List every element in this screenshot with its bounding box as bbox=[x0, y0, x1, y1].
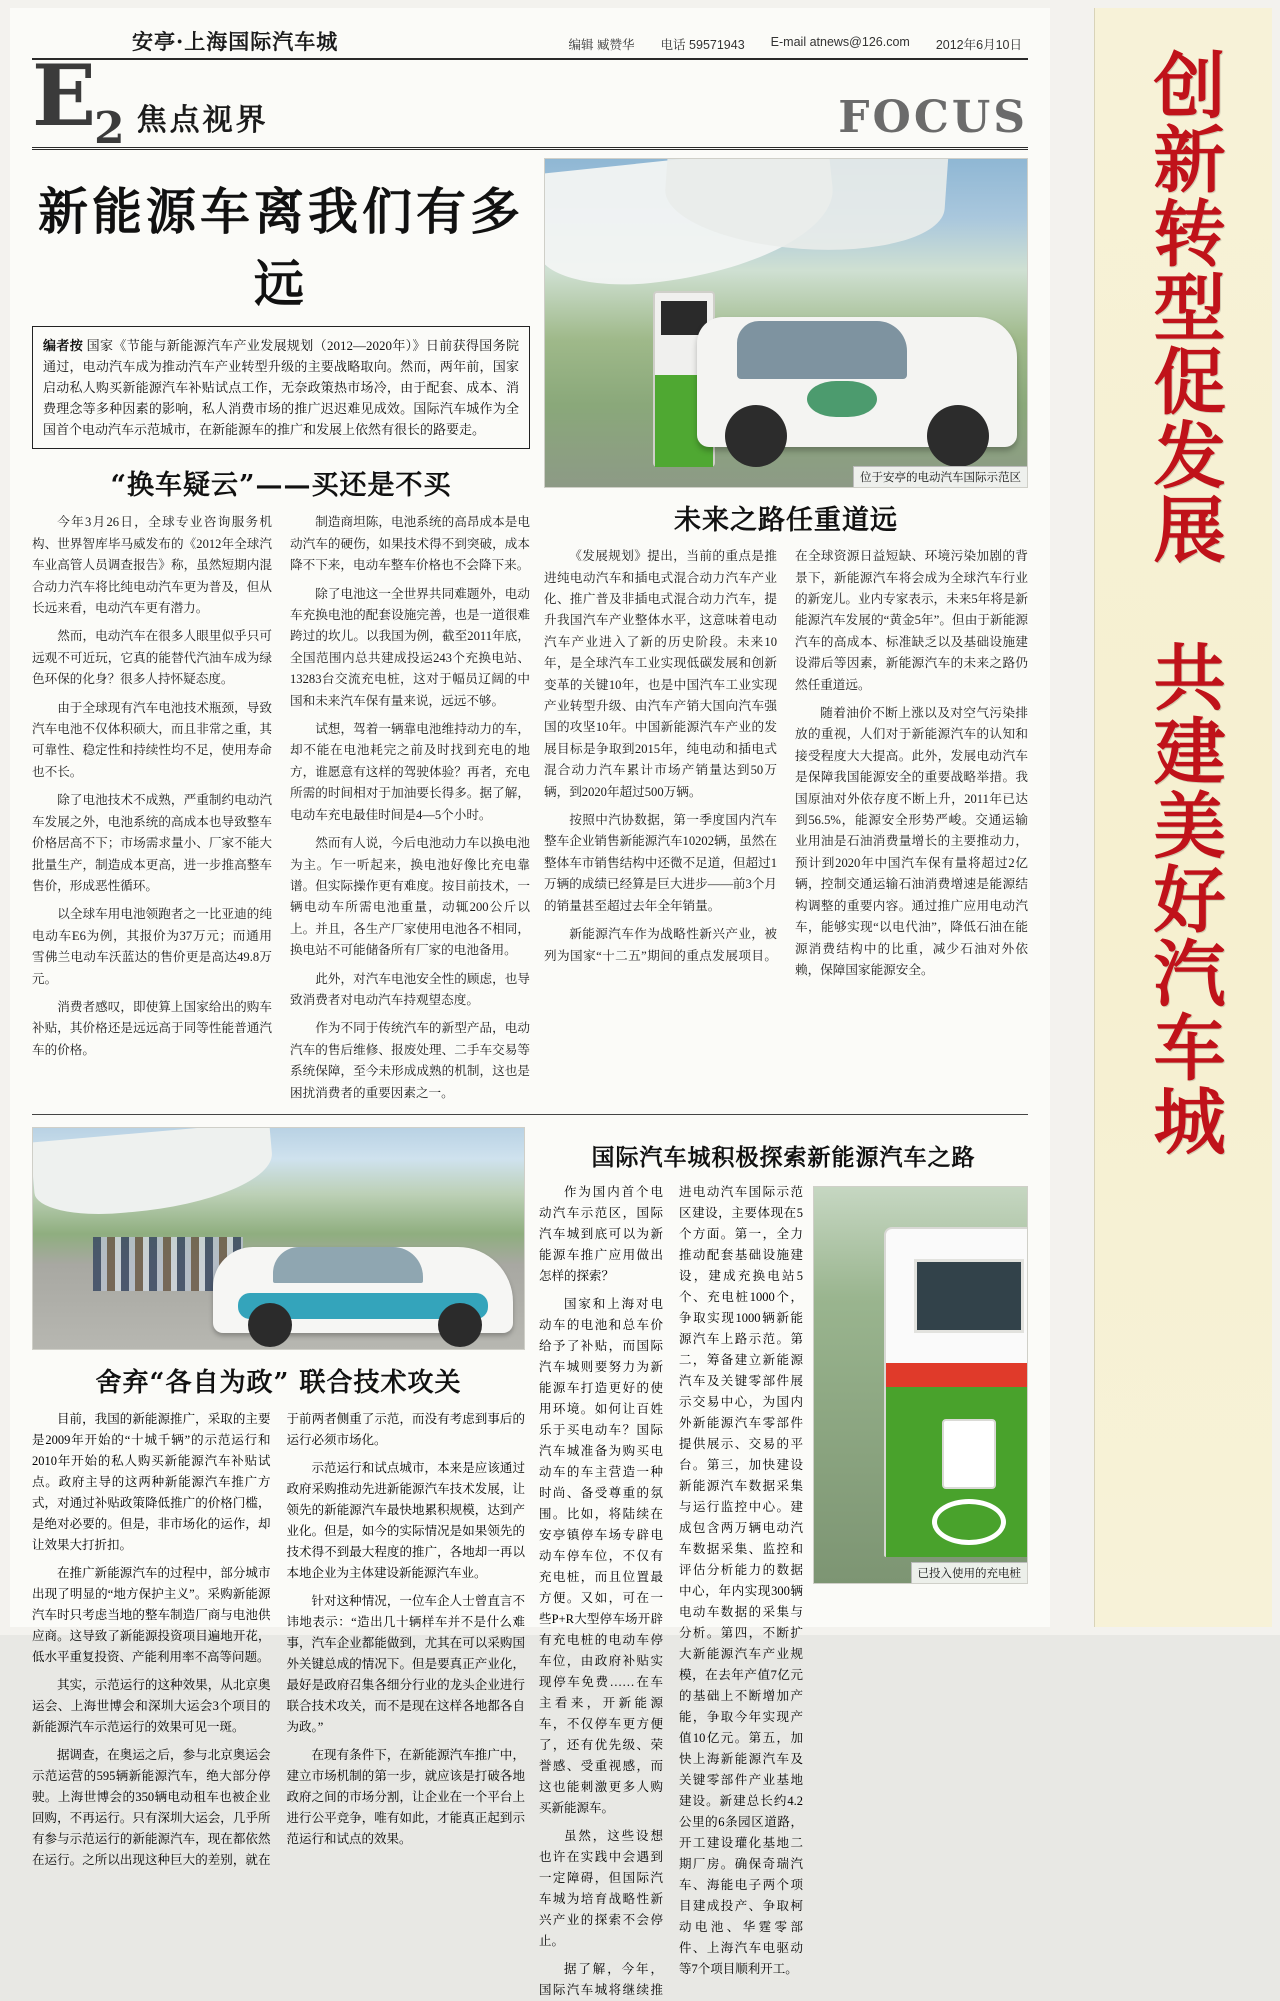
paragraph: 针对这种情况，一位车企人士曾直言不讳地表示：“造出几十辆样车并不是什么难事，汽车企业都能做到，尤其在可以采购国外关键总成的情况下。但是要真正产业化，最好是政府召集各细分行业的龙头企业进行联合技术攻关，而不是现在这样各地都各自为政。” bbox=[286, 1593, 525, 1734]
sedan-window-shape bbox=[273, 1247, 423, 1283]
editor-info bbox=[569, 35, 635, 53]
paragraph: 作为不同于传统汽车的新型产品，电动汽车的售后维修、报废处理、二手车交易等系统保障，至今未形成成熟的机制，这也是困扰消费者的重要因素之一。 bbox=[290, 1021, 530, 1100]
paragraph: 新能源汽车作为战略性新兴产业，被列为国家“十二五”期间的重点发展项目。在全球资源日益短缺、环境污染加剧的背景下，新能源汽车将会成为全球汽车行业的新宠儿。业内专家表示，未来5年将是新能源汽车发展的“黄金5年”。但由于新能源汽车的高成本、标准缺乏以及基础设施建设滞后等因素，新能源汽车的未来之路仍然任重道远。 bbox=[544, 549, 1028, 963]
email-address: atnews@126.com bbox=[809, 35, 910, 49]
vertical-promo-banner bbox=[1094, 8, 1272, 1627]
editor-note-text: 国家《节能与新能源汽车产业发展规划（2012—2020年）》日前获得国务院通过，电动汽车成为推动汽车产业转型升级的主要战略取向。然而，两年前，国家启动私人购买新能源汽车补贴试点工作，无奈政策热市场冷，由于配套、成本、消费理念等多种因素的影响，私人消费市场的推广迟迟难见成效。国际汽车城作为全国首个电动汽车示范城市，在新能源车的推广和发展上依然有很长的路要走。 bbox=[43, 338, 519, 438]
paragraph: 虽然，这些设想也许在实践中会遇到一定障碍，但国际汽车城为培育战略性新兴产业的探索不会停止。 bbox=[538, 1828, 663, 1948]
paragraph: 《发展规划》提出，当前的重点是推进纯电动汽车和插电式混合动力汽车产业化、推广普及非插电式混合动力汽车，提升我国汽车产业整体水平，这意味着电动汽车产业进入了新的历史阶段。未来10年，是全球汽车工业实现低碳发展和创新变革的关键10年，也是中国汽车工业实现产业转型升级、由汽车产销大国向汽车强国的攻坚10年。中国新能源汽车产业的发展目标是争取到2015年，纯电动和插电式混合动力汽车累计市场产销量达到50万辆，到2020年超过500万辆。 bbox=[544, 549, 777, 799]
top-left-column bbox=[32, 158, 530, 1104]
editor-label: 编辑 bbox=[568, 38, 594, 52]
paragraph: 目前，我国的新能源推广，采取的主要是2009年开始的“十城千辆”的示范运行和2010年开始的私人购买新能源汽车补贴试点。政府主导的这两种新能源汽车推广方式，对通过补贴政策降低推广的价格门槛，是绝对必要的。但是，非市场化的运作，却让效果大打折扣。 bbox=[32, 1411, 271, 1552]
photo-caption: 已投入使用的充电桩 bbox=[911, 1562, 1028, 1583]
paragraph: 按照中汽协数据，第一季度国内汽车整车企业销售新能源汽车10202辆，虽然在整体车市销售结构中还微不足道，但超过1万辆的成绩已经算是巨大进步——前3个月的销量甚至超过去年全年销量。 bbox=[544, 813, 777, 913]
section-divider bbox=[32, 1114, 1028, 1115]
sedan-wheel-front bbox=[248, 1303, 292, 1347]
lower-left-column bbox=[32, 1127, 525, 2001]
article3-body bbox=[32, 1409, 525, 1871]
suv-wheel-rear bbox=[725, 405, 787, 467]
photo-caption: 位于安亭的电动汽车国际示范区 bbox=[853, 466, 1027, 487]
paragraph: 此外，对汽车电池安全性的顾虑，也导致消费者对电动汽车持观望态度。 bbox=[290, 971, 530, 1007]
top-zone bbox=[32, 158, 1028, 1104]
article4-body bbox=[539, 1182, 803, 2001]
paragraph: 据了解，今年，国际汽车城将继续推进电动汽车国际示范区建设，主要体现在5个方面。第一，全力推动配套基础设施建设，建成充换电站5个、充电桩1000个，争取实现1000辆新能源汽车上路示范。第二，筹备建立新能源汽车及关键零部件展示交易中心，为国内外新能源汽车零部件提供展示、交易的平台。第三，加快建设新能源汽车数据采集与运行监控中心。建成包含两万辆电动汽车数据采集、监控和评估分析能力的数据中心，年内实现300辆电动车数据的采集与分析。第四，不断扩大新能源汽车产业规模，在去年产值7亿元的基础上不断增加产能，争取今年实现产值10亿元。第五，加快上海新能源汽车及关键零部件产业基地建设。新建总长约4.2公里的6条园区道路，开工建设瓘化基地二期厂房。确保奇瑞汽车、海能电子两个项目建成投产、争取柯动电池、华霆零部件、上海汽车电驱动等7个项目顺利开工。 bbox=[538, 1184, 803, 1997]
paragraph: 然而有人说，今后电池动力车以换电池为主。乍一听起来，换电池好像比充电靠谱。但实际操作更有难度。按目前技术，一辆电动车所需电池重量，动辄200公斤以上。并且，各生产厂家使用电池各不相同，换电站不可能储备所有厂家的电池备用。 bbox=[290, 836, 530, 958]
masthead-section-row bbox=[32, 46, 1028, 154]
article4-title: 国际汽车城积极探索新能源汽车之路 bbox=[591, 1143, 976, 1171]
paragraph: 国家和上海对电动车的电池和总车价给予了补贴，而国际汽车城则要努力为新能源车打造更好的使用环境。如何让百姓乐于买电动车？国际汽车城准备为购买电动车的车主营造一种时尚、备受尊重的氛围。比如，将陆续在安亭镇停车场专辟电动车停车位，不仅有充电桩，而且位置最方便。又如，可在一些P+R大型停车场开辟有充电桩的电动车停车位，由政府补贴实现停车免费……在车主看来，开新能源车，不仅停车更方便了，还有优先级、荣誉感、受重视感，而这也能刺激更多人购买新能源车。 bbox=[538, 1296, 663, 1815]
paragraph: 然而，电动汽车在很多人眼里似乎只可远观不可近玩，它真的能替代汽油车成为绿色环保的化身？很多人持怀疑态度。 bbox=[32, 629, 272, 687]
paragraph: 其实，示范运行的这种效果，从北京奥运会、上海世博会和深圳大运会3个项目的新能源汽车示范运行的效果可见一斑。 bbox=[32, 1677, 271, 1734]
email-info bbox=[771, 35, 910, 53]
charger-display-screen bbox=[914, 1259, 1024, 1333]
sedan-wheel-rear bbox=[438, 1303, 482, 1347]
suv-wheel-front bbox=[927, 405, 989, 467]
article-page-body bbox=[10, 8, 1050, 1997]
evzone-logo-shape bbox=[807, 381, 877, 417]
article2-body bbox=[544, 546, 1028, 981]
paragraph: 在现有条件下，在新能源汽车推广中，建立市场机制的第一步，就应该是打破各地政府之间的市场分割，让企业在一个平台上进行公平竞争，唯有如此，才能真正起到示范运行和试点的效果。 bbox=[286, 1747, 525, 1846]
photo-charging-pile bbox=[813, 1186, 1028, 1584]
page-code bbox=[32, 46, 123, 154]
paragraph: 今年3月26日，全球专业咨询服务机构、世界智库毕马威发布的《2012年全球汽车业高管人员调查报告》称，虽然短期内混合动力汽车将比纯电动汽车更为普及，但从长远来看，电动汽车更有潜力。 bbox=[32, 515, 272, 616]
paragraph: 示范运行和试点城市，本来是应该通过政府采购推动先进新能源汽车技术发展，让领先的新能源汽车最快地累积规模，达到产业化。但是，如今的实际情况是如果领先的技术得不到最大程度的推广，各地却一再以本地企业为主体建设新能源汽车业。 bbox=[286, 1460, 525, 1580]
issue-date: 2012年6月10日 bbox=[935, 38, 1022, 52]
section-title-cn: 焦点视界 bbox=[136, 103, 269, 139]
paragraph: 除了电池这一全世界共同难题外，电动车充换电池的配套设施完善，也是一道很难跨过的坎儿。以我国为例，截至2011年底，全国范围内总共建成投运243个充换电站、13283台交流充电桩，这对于幅员辽阔的中国和未来汽车保有量来说，远远不够。 bbox=[290, 586, 530, 708]
page-code-number: 2 bbox=[94, 102, 123, 154]
phone-number: 59571943 bbox=[689, 38, 745, 52]
masthead-brand: 安亭·上海国际汽车城 bbox=[132, 29, 339, 54]
editor-name: 臧赞华 bbox=[597, 38, 635, 52]
photo-charger-wrap bbox=[813, 1186, 1028, 1584]
masthead-top bbox=[32, 26, 1028, 60]
charger-plug-door bbox=[942, 1419, 996, 1489]
phone-info bbox=[661, 35, 745, 53]
article1-title: “换车疑云”——买还是不买 bbox=[110, 470, 452, 502]
paragraph: 随着油价不断上涨以及对空气污染排放的重视，人们对于新能源汽车的认知和接受程度大大提高。此外，发展电动汽车是保障我国能源安全的重要战略举措。我国原油对外依存度不断上升，2011年已达到56.5%，能源安全形势严峻。交通运输业用油是石油消费量增长的主要推动力，预计到2020年中国汽车保有量将超过2亿辆，控制交通运输石油消费增速是能源结构调整的重要内容。通过推广应用电动汽车，能够实现“以电代油”，降低石油在能源消费结构中的比重，减少石油对外依赖，保障国家能源安全。 bbox=[795, 706, 1028, 977]
article2-title: 未来之路任重道远 bbox=[674, 505, 898, 537]
masthead-meta bbox=[338, 35, 1028, 56]
top-right-column bbox=[544, 158, 1028, 1104]
charger-label-band bbox=[886, 1363, 1028, 1389]
editor-note-label: 编者按 bbox=[43, 338, 84, 354]
photo-ev-demo-zone bbox=[544, 158, 1028, 488]
suv-window-shape bbox=[737, 321, 907, 379]
section-title-en: FOCUS bbox=[838, 92, 1028, 144]
email-label: E-mail bbox=[770, 35, 807, 49]
lower-zone bbox=[32, 1127, 1028, 2001]
main-headline: 新能源车离我们有多远 bbox=[38, 182, 524, 314]
article3-title: 舍弃“各自为政” 联合技术攻关 bbox=[95, 1367, 462, 1398]
phone-label: 电话 bbox=[660, 38, 686, 52]
paragraph: 作为国内首个电动汽车示范区，国际汽车城到底可以为新能源车推广应用做出怎样的探索？ bbox=[538, 1184, 663, 1283]
paragraph: 据调查，在奥运之后，参与北京奥运会示范运营的595辆新能源汽车，绝大部分停驶。上海世博会的350辆电动租车也被企业回购，不再运行。只有深圳大运会，几乎所有参与示范运行的新能源汽车，现在都依然在运行。之所以出现这种巨大的差别，就在于前两者侧重了示范，而没有考虑到事后的运行必须市场化。 bbox=[32, 1411, 525, 1867]
paragraph: 试想，驾着一辆靠电池维持动力的车，却不能在电池耗完之前及时找到充电的地方，谁愿意有这样的驾驶体验？再者，充电所需的时间相对于加油要长得多。据了解，电动车充电最佳时间是4—5个小时。 bbox=[290, 722, 530, 822]
page-code-letter: E bbox=[32, 46, 95, 145]
editor-note-box bbox=[32, 326, 530, 449]
paragraph: 消费者感叹，即使算上国家给出的购车补贴，其价格还是远远高于同等性能普通汽车的价格。 bbox=[32, 999, 272, 1057]
article1-body bbox=[32, 512, 530, 1104]
paragraph: 由于全球现有汽车电池技术瓶颈，导致汽车电池不仅体积硕大，而且非常之重，其可靠性、稳定性和持续性均不足，使用寿命也不长。 bbox=[32, 700, 272, 779]
paragraph: 以全球车用电池领跑者之一比亚迪的纯电动车E6为例，其报价为37万元；而通用雪佛兰电动车沃蓝达的售价更是高达49.8万元。 bbox=[32, 907, 272, 986]
photo-street-demo bbox=[32, 1127, 525, 1350]
lower-right-column bbox=[539, 1127, 1028, 2001]
banner-slogan: 创新转型促发展 共建美好汽车城 bbox=[1141, 48, 1227, 1158]
paragraph: 除了电池技术不成熟，严重制约电动汽车发展之外，电池系统的高成本也导致整车价格居高不下；市场需求量小、厂家不能大批量生产，制造成本更高，进一步推高整车售价，形成恶性循环。 bbox=[32, 793, 272, 893]
paragraph: 制造商坦陈，电池系统的高昂成本是电动汽车的硬伤，如果技术得不到突破，成本降不下来，电动车整车价格也不会降下来。 bbox=[290, 515, 530, 573]
paragraph: 在推广新能源汽车的过程中，部分城市出现了明显的“地方保护主义”。采购新能源汽车时只考虑当地的整车制造厂商与电池供应商。这导致了新能源投资项目遍地开花，低水平重复投资、产能利用率不高等问题。 bbox=[32, 1565, 271, 1664]
evzone-circle-logo bbox=[932, 1499, 1006, 1545]
tent-shape bbox=[32, 1127, 276, 1220]
